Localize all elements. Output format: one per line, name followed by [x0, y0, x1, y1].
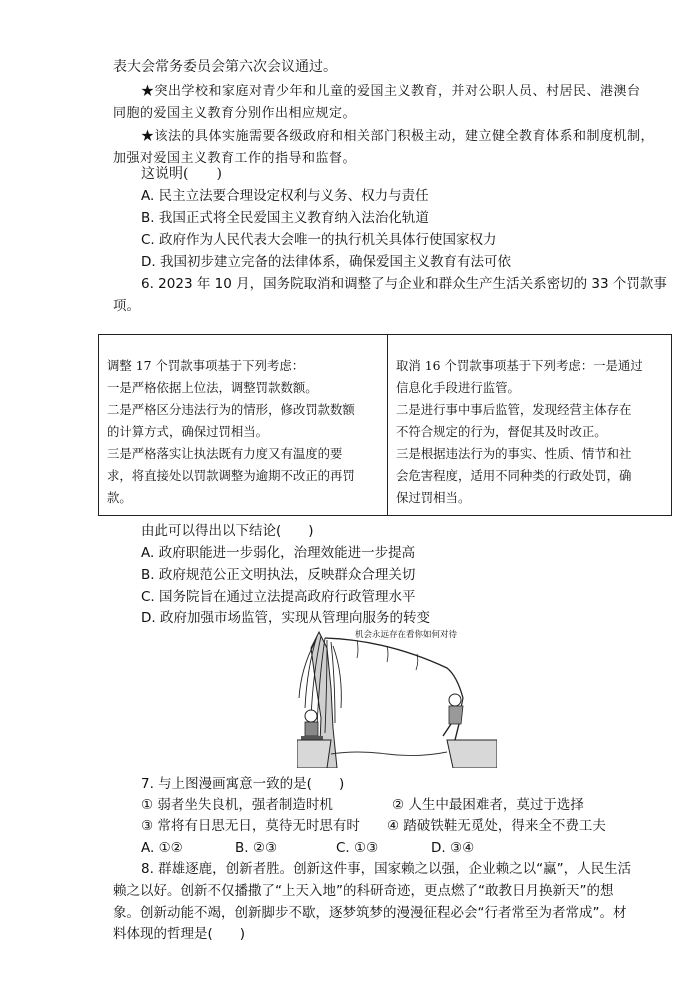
q7-stem: 7. 与上图漫画寓意一致的是( )	[141, 776, 345, 792]
cartoon-caption: 机会永远存在看你如何对待	[355, 630, 458, 640]
cartoon-illustration	[297, 628, 497, 768]
q7-choice-d: D. ③④	[431, 840, 475, 856]
q7-item-2: ② 人生中最困难者，莫过于选择	[392, 797, 584, 813]
q6-conclusion-stem: 由此可以得出以下结论( )	[141, 523, 314, 539]
q6-table	[98, 334, 672, 516]
q8-line: 象。创新动能不竭，创新脚步不歇，逐梦筑梦的漫漫征程必会“行者常至为者常成”。材	[113, 905, 627, 921]
q6-stem: 6. 2023 年 10 月，国务院取消和调整了与企业和群众生产生活关系密切的 33 个罚款事	[141, 276, 667, 292]
q6-option-d: D. 政府加强市场监管，实现从管理向服务的转变	[141, 610, 430, 626]
table-line: 保过罚相当。	[396, 490, 471, 505]
q6-option-c: C. 国务院旨在通过立法提高政府行政管理水平	[141, 589, 416, 605]
q5-stem: 这说明( )	[141, 166, 222, 182]
q6-option-b: B. 政府规范公正文明执法，反映群众合理关切	[141, 567, 416, 583]
table-line: 的计算方式，确保过罚相当。	[107, 424, 269, 439]
q5-option-b: B. 我国正式将全民爱国主义教育纳入法治化轨道	[141, 210, 429, 226]
q5-option-c: C. 政府作为人民代表大会唯一的执行机关具体行使国家权力	[141, 232, 497, 248]
table-line: 二是严格区分违法行为的情形，修改罚款数额	[107, 402, 355, 417]
q5-option-a: A. 民主立法要合理设定权利与义务、权力与责任	[141, 188, 429, 204]
table-cell-cancel	[396, 355, 666, 509]
q6-stem-cont: 项。	[113, 298, 140, 314]
table-line: 会危害程度，适用不同种类的行政处罚，确	[396, 468, 632, 483]
intro-line: 表大会常务委员会第六次会议通过。	[113, 59, 337, 75]
table-divider	[387, 335, 388, 515]
table-line: 信息化手段进行监管。	[396, 380, 520, 395]
table-line: 一是严格依据上位法，调整罚款数额。	[107, 380, 318, 395]
bullet-line: ★突出学校和家庭对青少年和儿童的爱国主义教育，并对公职人员、村居民、港澳台	[141, 84, 641, 99]
q8-line: 8. 群雄逐鹿，创新者胜。创新这件事，国家赖之以强，企业赖之以“赢”，人民生活	[141, 861, 632, 877]
q6-option-a: A. 政府职能进一步弱化，治理效能进一步提高	[141, 545, 416, 561]
table-line: 三是严格落实让执法既有力度又有温度的要	[107, 446, 343, 461]
table-cell-adjust	[107, 355, 379, 509]
table-line: 求，将直接处以罚款调整为逾期不改正的再罚	[107, 468, 355, 483]
table-line: 二是进行事中事后监管，发现经营主体存在	[396, 402, 632, 417]
q8-line: 料体现的哲理是( )	[113, 926, 246, 942]
bullet-line: 加强对爱国主义教育工作的指导和监督。	[113, 151, 357, 166]
bullet-line: ★该法的具体实施需要各级政府和相关部门积极主动，建立健全教育体系和制度机制，	[141, 129, 655, 144]
bullet-line: 同胞的爱国主义教育分别作出相应规定。	[113, 106, 357, 121]
table-line: 三是根据违法行为的事实、性质、情节和社	[396, 446, 632, 461]
q7-item-4: ④ 踏破铁鞋无觅处，得来全不费工夫	[387, 818, 606, 834]
q5-option-d: D. 我国初步建立完备的法律体系，确保爱国主义教育有法可依	[141, 254, 511, 270]
table-line: 调整 17 个罚款事项基于下列考虑：	[107, 358, 305, 373]
q7-choice-b: B. ②③	[235, 840, 278, 856]
q7-item-1: ① 弱者坐失良机，强者制造时机	[141, 797, 333, 813]
table-line: 不符合规定的行为，督促其及时改正。	[396, 424, 607, 439]
q7-choice-c: C. ①③	[336, 840, 379, 856]
q7-choice-a: A. ①②	[141, 840, 183, 856]
q8-line: 赖之以好。创新不仅播撒了“上天入地”的科研奇迹，更点燃了“敢教日月换新天”的想	[113, 883, 614, 899]
left-cliff	[297, 740, 331, 768]
q7-item-3: ③ 常将有日思无日，莫待无时思有时	[141, 818, 360, 834]
table-line: 款。	[107, 490, 132, 505]
table-line: 取消 16 个罚款事项基于下列考虑：一是通过	[396, 358, 643, 373]
right-cliff	[447, 740, 497, 768]
